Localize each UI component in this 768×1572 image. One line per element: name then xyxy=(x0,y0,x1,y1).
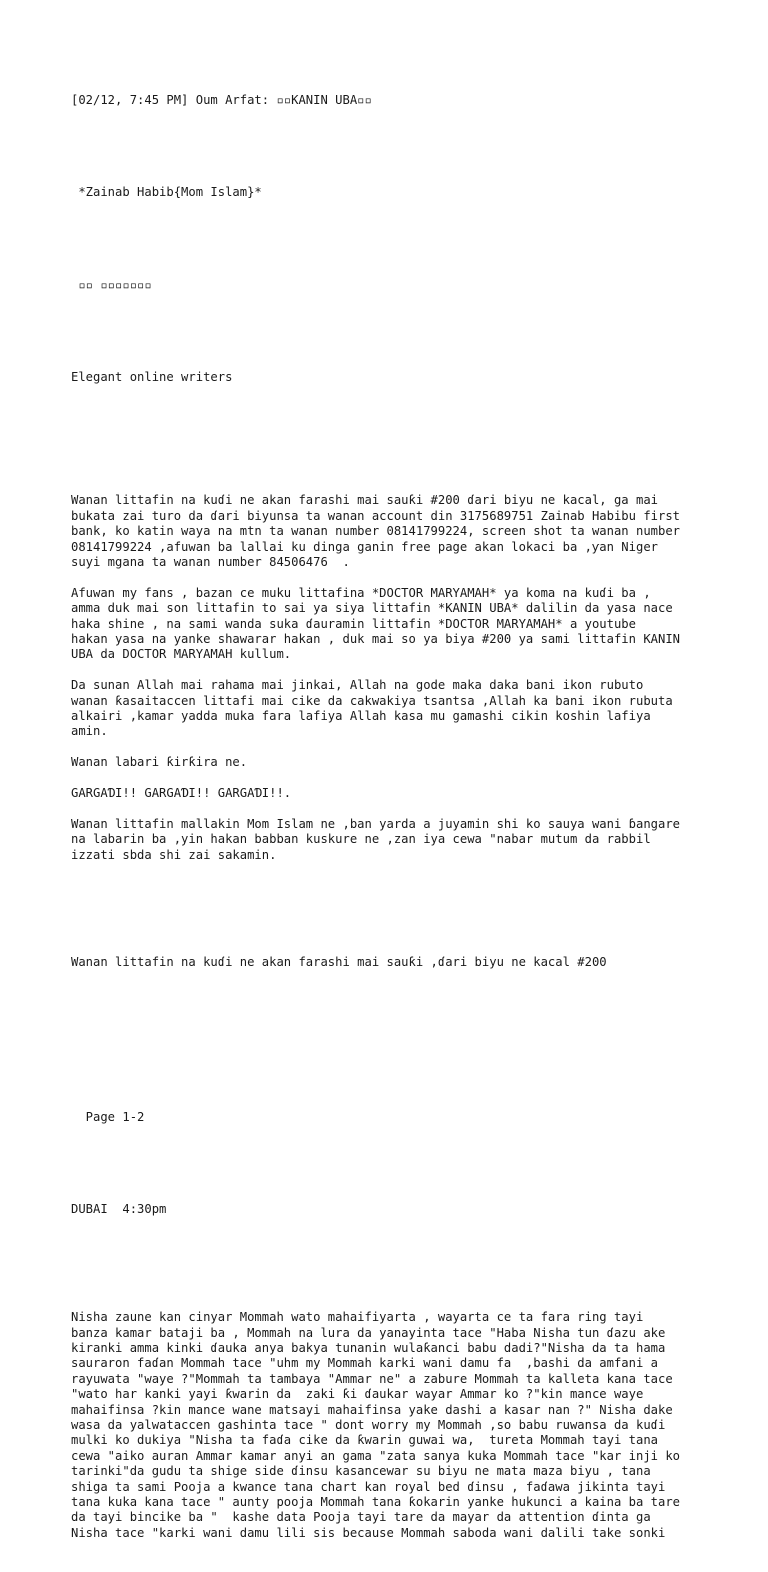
spacer xyxy=(71,1002,711,1064)
header-line-symbols: ▫▫ ▫▫▫▫▫▫▫ xyxy=(71,277,152,292)
story-paragraph xyxy=(71,1310,711,1541)
story-line: da tayi bincike ba " kashe data Pooja tayi tare da mayar da attention ɗinta ga xyxy=(71,1510,651,1525)
story-line: cewa "aiko auran Ammar kamar anyi an gama "zata sanya kuka Mommah tace "kar inji ko xyxy=(71,1448,681,1463)
paragraph xyxy=(71,817,711,863)
story-line: tarinki"da gudu ta shige side ɗinsu kasancewar su biyu ne mata maza biyu , tana xyxy=(71,1464,651,1479)
story-line: rayuwata "waye ?"Mommah ta tambaya "Ammar ne" a zabure Mommah ta kalleta kana tace xyxy=(71,1371,673,1386)
story-line: wasa da yalwataccen gashinta tace " dont worry my Mommah ,so babu ruwansa da kuɗi xyxy=(71,1417,666,1432)
paragraph-line: 08141799224 ,afuwan ba lallai ku dinga ganin free page akan lokaci ba ,ƴan Niger xyxy=(71,539,658,554)
spacer xyxy=(71,324,711,339)
paragraph-line: suyi mgana ta wanan number 84506476 . xyxy=(71,554,350,569)
spacer xyxy=(71,139,711,154)
paragraph-line: bank, ko katin waya na mtn ta wanan number 08141799224, screen shot ta wanan number xyxy=(71,524,681,539)
spacer xyxy=(71,663,711,678)
page-label: Page 1-2 xyxy=(71,1109,145,1124)
story-line: tana kuka kana tace " aunty pooja Mommah tana ƙokarin yanke hukunci a kaina ba tare xyxy=(71,1494,681,1509)
closing-line: Wanan littafin na kuɗi ne akan farashi mai sauƙi ,ɗari biyu ne kacal #200 xyxy=(71,955,607,970)
story-line: kiranki amma kinki ɗauka anya bakya tunanin wulaƙanci babu dadi?"Nisha da ta hama xyxy=(71,1340,666,1355)
story-line: "wato har kanki yayi ƙwarin da zaki ƙi ɗaukar wayar Ammar ko ?"kin mance waye xyxy=(71,1387,644,1402)
paragraph xyxy=(71,493,711,570)
story-line: sauraron faɗan Mommah tace "uhm my Mommah karki wani damu fa ,bashi da amfani a xyxy=(71,1356,658,1371)
spacer xyxy=(71,801,711,816)
spacer xyxy=(71,771,711,786)
paragraph-line: haka shine , na sami wanda suka ɗauramin littafin *DOCTOR MARYAMAH* a youtube xyxy=(71,616,636,631)
spacer xyxy=(71,909,711,924)
spacer xyxy=(71,231,711,246)
spacer xyxy=(71,1156,711,1171)
paragraph-line: GARGAƊI!! GARGAƊI!! GARGAƊI!!. xyxy=(71,785,292,800)
story-line: mahaifinsa ?kin mance wane matsayi mahaifinsa yake dashi a kasar nan ?" Nisha dake xyxy=(71,1402,673,1417)
paragraph xyxy=(71,586,711,663)
story-line: Nisha tace "karki wani damu lili sis because Mommah saboda wani dalili take sonki xyxy=(71,1525,666,1540)
paragraph-line: wanan ƙasaitaccen littafi mai cike da cakwakiya tsantsa ,Allah ka bani ikon rubuta xyxy=(71,693,673,708)
spacer xyxy=(71,740,711,755)
paragraph-line: na labarin ba ,yin hakan babban kuskure ne ,zan iya cewa "nabar mutum da rabbil xyxy=(71,832,651,847)
paragraph-line: alkairi ,kamar yadda muka fara lafiya Allah kasa mu gamashi cikin koshin lafiya xyxy=(71,708,651,723)
header-line-group: Elegant online writers xyxy=(71,370,233,385)
paragraph-line: amma duk mai son littafin to sai ya siya littafin *KANIN UBA* dalilin da yasa nace xyxy=(71,601,673,616)
document-text xyxy=(71,62,711,1572)
spacer xyxy=(71,1248,711,1263)
paragraph xyxy=(71,755,711,770)
paragraph xyxy=(71,786,711,801)
header-line-chat: [02/12, 7:45 PM] Oum Arfat: ▫▫KANIN UBA▫▫ xyxy=(71,92,372,107)
spacer xyxy=(71,416,711,447)
paragraph-line: Da sunan Allah mai rahama mai jinkai, Allah na gode maka daka bani ikon rubuto xyxy=(71,678,644,693)
paragraph-line: Wanan labari ƙirƙira ne. xyxy=(71,755,248,770)
story-line: Nisha zaune kan cinyar Mommah wato mahaifiyarta , wayarta ce ta fara ring tayi xyxy=(71,1310,644,1325)
paragraph-line: bukata zai turo da ɗari biyunsa ta wanan account din 3175689751 Zainab Habibu first xyxy=(71,508,681,523)
paragraph-line: amin. xyxy=(71,724,108,739)
header-line-author: *Zainab Habib{Mom Islam}* xyxy=(71,185,262,200)
paragraph-line: Afuwan my fans , bazan ce muku littafina *DOCTOR MARYAMAH* ya koma na kuɗi ba , xyxy=(71,585,651,600)
intro-paragraphs xyxy=(71,493,711,863)
story-line: shiga ta sami Pooja a kwance tana chart kan royal bed ɗinsu , faɗawa jikinta tayi xyxy=(71,1479,666,1494)
paragraph-line: izzati sbda shi zai sakamin. xyxy=(71,847,277,862)
paragraph-line: Wanan littafin mallakin Mom Islam ne ,ban yarda a juyamin shi ko sauya wani ɓangare xyxy=(71,816,681,831)
paragraph xyxy=(71,678,711,740)
location-time: DUBAI 4:30pm xyxy=(71,1202,167,1217)
paragraph-line: UBA da DOCTOR MARYAMAH kullum. xyxy=(71,647,292,662)
story-line: mulki ko dukiya "Nisha ta faɗa cike da ƙwarin guwai wa, tureta Mommah tayi tana xyxy=(71,1433,658,1448)
story-line: banza kamar bataji ba , Mommah na lura da yanayinta tace "Haba Nisha tun ɗazu ake xyxy=(71,1325,666,1340)
paragraph-line: Wanan littafin na kuɗi ne akan farashi mai sauƙi #200 ɗari biyu ne kacal, ga mai xyxy=(71,493,658,508)
spacer xyxy=(71,570,711,585)
paragraph-line: hakan yasa na yanke shawarar hakan , duk mai so ya biya #200 ya sami littafin KANIN xyxy=(71,631,681,646)
